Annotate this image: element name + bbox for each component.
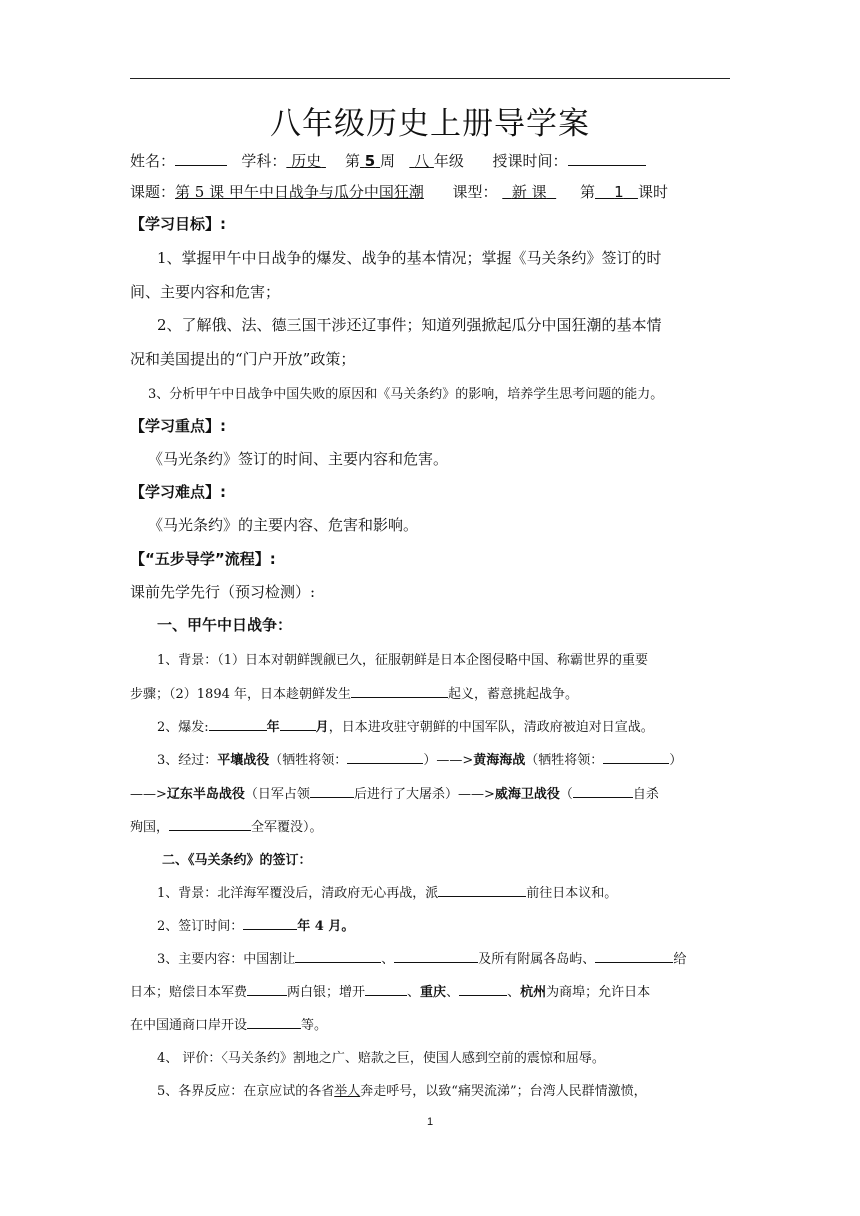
s2-c-mid: 及所有附属各岛屿、 (478, 952, 596, 967)
s1-close2: ） (669, 753, 683, 768)
s2-reaction (157, 1080, 757, 1099)
period-suffix: 课时 (637, 183, 668, 201)
s1-arrow1: ）——> (423, 753, 474, 768)
week-prefix: 第 (345, 152, 361, 170)
week-text: 5 (364, 152, 376, 170)
s2-c2-blank1 (247, 981, 287, 996)
s2-time (157, 915, 757, 934)
s2-evaluation: 4、 评价：〈马关条约》割地之广、赔款之巨，使国人感到空前的震惊和屈辱。 (157, 1051, 605, 1066)
s1-w-post: 自杀 (632, 787, 659, 802)
topic-value: 第 5 课 甲午中日战争与瓜分中国狂潮 (175, 183, 424, 201)
s1-sac1-blank (347, 749, 423, 764)
s1-out-month: 月 (315, 720, 329, 735)
period-text: 1 (614, 183, 624, 201)
s2-c-blank3 (595, 948, 673, 963)
s1-occ-blank (310, 783, 354, 798)
key-points-text: 《马光条约》签订的时间、主要内容和危害。 (148, 450, 449, 468)
topic-label: 课题： (130, 183, 176, 201)
s1-course-a (157, 749, 757, 768)
s2-c2-post: 为商埠；允许日本 (546, 985, 651, 1000)
s2-react-post: 奔走呼号，以致“痛哭流涕”；台湾人民群情激愤， (360, 1084, 647, 1099)
s1-out-year-blank (209, 716, 267, 731)
s2-react-u: 举人 (334, 1084, 361, 1099)
type-label: 课型： (452, 183, 498, 201)
battle-huanghai: 黄海海战 (473, 753, 526, 768)
info-line (130, 150, 730, 171)
s2-c2-pre: 日本；赔偿日本军费 (130, 985, 248, 1000)
grade-text: 八 (414, 152, 430, 170)
s2-background (157, 882, 757, 901)
s1-course-b (130, 783, 730, 802)
section1-heading: 一、甲午中日战争： (157, 616, 293, 634)
s1-w-blank (573, 783, 633, 798)
goals-heading: 【学习目标】: (130, 215, 226, 233)
s1-bg-blank (351, 683, 448, 698)
s1-out-year: 年 (266, 720, 280, 735)
s1-sac2-blank (603, 749, 669, 764)
s1-background-b (130, 683, 730, 702)
s2-time-post: 年 4 月。 (297, 919, 355, 934)
s2-c2-sep2: 、 (446, 985, 460, 1000)
key-points-heading: 【学习重点】: (130, 417, 226, 435)
subject-value (286, 152, 326, 170)
s1-occ-post: 后进行了大屠杀）——> (353, 787, 495, 802)
s2-bg-post: 前往日本议和。 (526, 886, 618, 901)
s2-time-pre: 2、签订时间： (157, 919, 244, 934)
s1-sac1: （牺牲将领： (269, 753, 348, 768)
s1-w2-post: 全军覆没）。 (251, 820, 323, 835)
s1-occ-pre: （日军占领 (244, 787, 310, 802)
s1-course-pre: 3、经过： (157, 753, 218, 768)
s1-out-post: ，日本进攻驻守朝鲜的中国军队，清政府被迫对日宣战。 (328, 720, 654, 735)
s1-course-c (130, 816, 730, 835)
name-blank (175, 151, 227, 166)
s1-bg-post: 起义，蓄意挑起战争。 (448, 687, 579, 702)
port-hangzhou: 杭州 (520, 985, 547, 1000)
time-label: 授课时间： (492, 152, 568, 170)
s2-c2-mid: 两白银；增开 (287, 985, 366, 1000)
goal-1a: 1、掌握甲午中日战争的爆发、战争的基本情况；掌握《马关条约》签订的时 (157, 249, 662, 267)
difficult-text: 《马光条约》的主要内容、危害和影响。 (148, 516, 419, 534)
s1-out-pre: 2、爆发: (157, 720, 209, 735)
s1-out-month-blank (280, 716, 316, 731)
s2-content-c (130, 1014, 730, 1033)
document-title: 八年级历史上册导学案 (270, 106, 590, 142)
s1-bg-pre: 步骤；（2）1894 年，日本趁朝鲜发生 (130, 687, 351, 702)
s2-c3-post: 等。 (301, 1018, 328, 1033)
s2-time-blank (243, 915, 297, 930)
s1-sac2: （牺牲将领： (525, 753, 604, 768)
week-value (360, 152, 380, 170)
week-suffix: 周 (380, 152, 396, 170)
grade-value (409, 152, 434, 170)
goal-2b: 况和美国提出的“门户开放”政策； (130, 350, 356, 368)
s2-c-pre: 3、主要内容：中国割让 (157, 952, 296, 967)
s2-c3-blank (247, 1014, 301, 1029)
period-value (595, 183, 638, 201)
page-number: 1 (426, 1116, 434, 1128)
s2-c3-pre: 在中国通商口岸开设 (130, 1018, 248, 1033)
s2-c-sep: 、 (381, 952, 395, 967)
type-value (502, 183, 556, 201)
s1-background-a: 1、背景：（1）日本对朝鲜觊觎已久，征服朝鲜是日本企图侵略中国、称霸世界的重要 (157, 653, 649, 668)
preview-line: 课前先学先行（预习检测）: (130, 583, 316, 601)
s1-arrow2: ——> (130, 787, 167, 802)
name-label: 姓名： (130, 152, 176, 170)
s2-bg-pre: 1、背景：北洋海军覆没后，清政府无心再战，派 (157, 886, 439, 901)
s2-c2-blank2 (365, 981, 407, 996)
port-chongqing: 重庆 (420, 985, 447, 1000)
s2-c2-sep3: 、 (507, 985, 521, 1000)
time-blank (568, 151, 646, 166)
period-prefix: 第 (580, 183, 596, 201)
s1-w2-blank (169, 816, 251, 831)
s1-w-pre: （ (559, 787, 573, 802)
s2-c-give: 给 (673, 952, 687, 967)
grade-suffix: 年级 (433, 152, 464, 170)
s2-c2-blank3 (459, 981, 507, 996)
s1-w2-pre: 殉国， (130, 820, 170, 835)
subject-text: 历史 (291, 152, 322, 170)
battle-pingrang: 平壤战役 (217, 753, 270, 768)
lesson-line (130, 181, 730, 202)
difficult-heading: 【学习难点】: (130, 483, 226, 501)
goal-1b: 间、主要内容和危害； (130, 283, 281, 301)
type-text: 新 课 (511, 183, 547, 201)
s2-c-blank1 (295, 948, 381, 963)
header-rule (130, 78, 730, 79)
s2-content-a (157, 948, 757, 967)
s2-react-pre: 5、各界反应：在京应试的各省 (157, 1084, 335, 1099)
goal-2a: 2、了解俄、法、德三国干涉还辽事件；知道列强掀起瓜分中国狂潮的基本情 (157, 316, 662, 334)
goal-3: 3、分析甲午中日战争中国失败的原因和《马关条约》的影响，培养学生思考问题的能力。 (148, 387, 664, 402)
s2-c2-sep: 、 (407, 985, 421, 1000)
battle-liaodong: 辽东半岛战役 (166, 787, 245, 802)
s2-content-b (130, 981, 730, 1000)
s2-bg-blank (438, 882, 526, 897)
s2-c-blank2 (394, 948, 478, 963)
s1-outbreak (157, 716, 757, 735)
section2-heading: 二、《马关条约》的签订： (162, 853, 312, 868)
process-heading: 【“五步导学”流程】: (130, 550, 276, 568)
subject-label: 学科： (241, 152, 287, 170)
battle-weihaiwei: 威海卫战役 (494, 787, 560, 802)
